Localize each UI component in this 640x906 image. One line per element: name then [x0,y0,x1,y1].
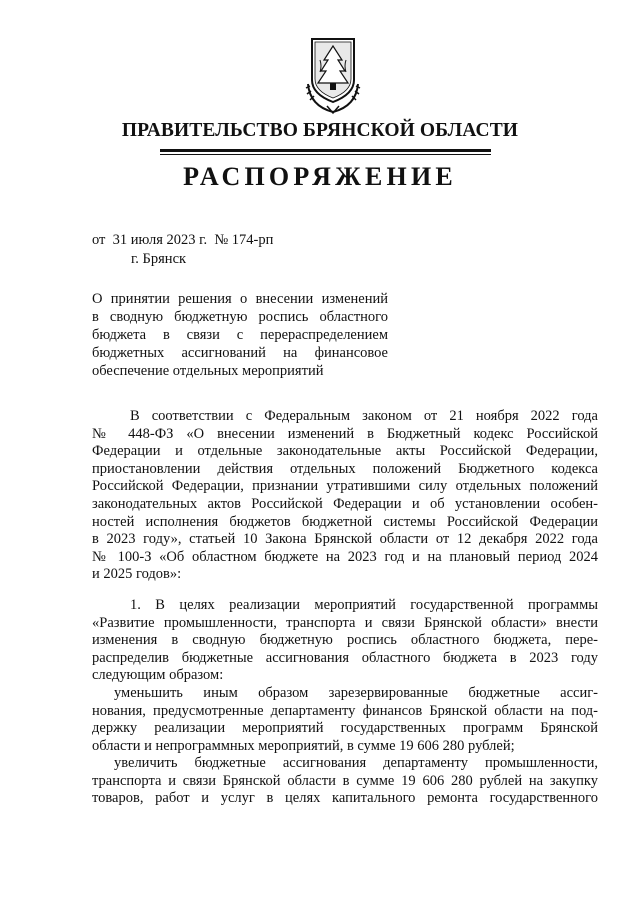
document-meta [92,231,273,269]
date-number: от 31 июля 2023 г. № 174-рп [92,232,274,248]
body-line: следующим образом: [92,667,224,684]
body-line: 1. В целях реализации мероприятий государственной программы [130,596,598,613]
subject-line: обеспечение отдельных мероприятий [92,363,324,379]
subject-line: бюджетных ассигнований на финансовое [92,345,388,361]
body-line: держку реализации мероприятий государственных программ Брянской [92,720,598,737]
header-rule-thin [160,154,491,155]
subject-line: бюджета в связи с перераспределением [92,327,388,343]
header-rule-thick [160,149,491,152]
body-line: нования, предусмотренные департаменту финансов Брянской области на под- [92,702,598,719]
decrease-paragraph [92,685,598,755]
body-line: В соответствии с Федеральным законом от 21 ноября 2022 года [130,408,598,424]
body-line: увеличить бюджетные ассигнования департаменту промышленности, [114,755,598,772]
body-line: транспорта и связи Брянской области в сумме 19 606 280 рублей на закупку [92,772,598,789]
body-line: № 100-З «Об областном бюджете на 2023 год и на плановый период 2024 [92,548,598,565]
body-line: «Развитие промышленности, транспорта и связи Брянской области» внести [92,614,598,631]
body-line: распределив бюджетные ассигнования областного бюджета в 2023 году [92,649,598,666]
body-line: приостановлении действия отдельных положений Бюджетного кодекса [92,460,598,477]
increase-paragraph [92,755,598,808]
city: г. Брянск [131,251,187,267]
document-subject [92,290,388,380]
document-type-title: РАСПОРЯЖЕНИЕ [183,162,457,191]
preamble-paragraph [92,408,598,584]
item-1-paragraph [92,597,598,685]
subject-line: в сводную бюджетную роспись областного [92,309,388,325]
body-line: в 2023 году», статьей 10 Закона Брянской области от 12 декабря 2022 года [92,531,598,548]
body-line: товаров, работ и услуг в целях капитального ремонта государственного [92,790,598,807]
body-line: Федерации и отдельные законодательные акты Российской Федерации, [92,443,598,460]
document-body [92,408,598,808]
body-line: № 448-ФЗ «О внесении изменений в Бюджетный кодекс Российской [92,425,598,442]
subject-line: О принятии решения о внесении изменений [92,291,388,307]
body-line: и 2025 годов»: [92,566,182,583]
body-line: Российской Федерации, признании утратившими силу отдельных положений [92,478,598,495]
body-line: ностей исполнения бюджетов бюджетной системы Российской Федерации [92,513,598,530]
body-line: уменьшить иным образом зарезервированные бюджетные ассиг- [114,684,598,701]
government-name: ПРАВИТЕЛЬСТВО БРЯНСКОЙ ОБЛАСТИ [121,120,519,141]
bryansk-coat-of-arms-icon [302,36,364,116]
body-line: законодательных актов Российской Федерации и об установлении особен- [92,495,598,512]
body-line: изменения в сводную бюджетную роспись областного бюджета, пере- [92,632,598,649]
body-line: области и непрограммных мероприятий, в сумме 19 606 280 рублей; [92,737,515,754]
